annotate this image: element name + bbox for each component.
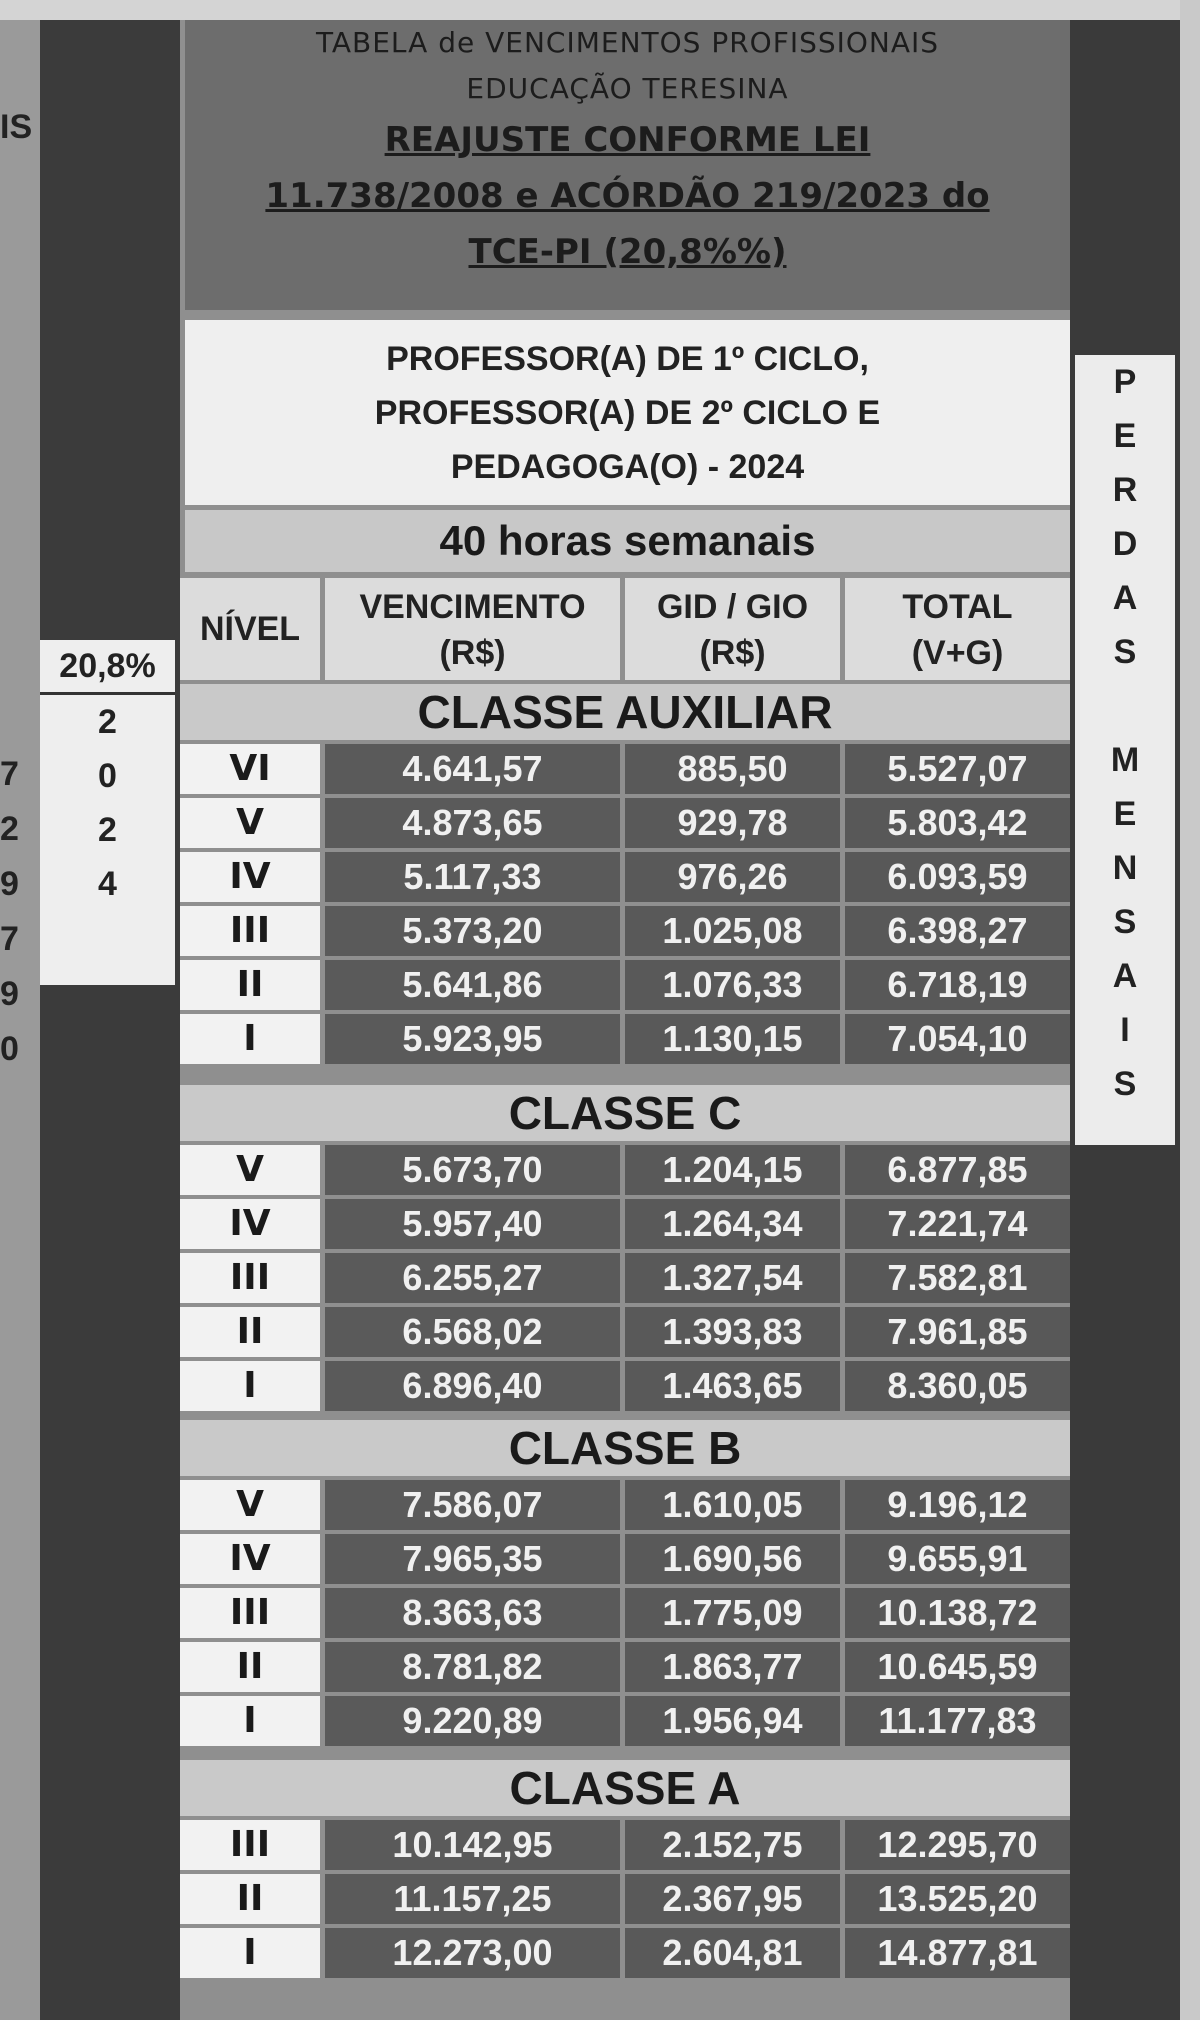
year-digit: 2	[98, 811, 117, 849]
column-header-total-line2: (V+G)	[911, 634, 1004, 672]
total-cell: 6.877,85	[845, 1145, 1070, 1195]
title-line-1: TABELA de VENCIMENTOS PROFISSIONAIS	[315, 26, 940, 59]
total-cell: 13.525,20	[845, 1874, 1070, 1924]
vencimento-cell: 6.568,02	[325, 1307, 620, 1357]
total-cell: 10.138,72	[845, 1588, 1070, 1638]
profession-line-2: PROFESSOR(A) DE 2º CICLO E	[374, 394, 881, 432]
nivel-cell: III	[180, 1588, 320, 1638]
gid-cell: 1.130,15	[625, 1014, 840, 1064]
left-cut-digit: 2	[0, 810, 19, 848]
nivel-cell: III	[180, 1820, 320, 1870]
left-cut-text: IS	[0, 108, 33, 146]
gid-cell: 2.604,81	[625, 1928, 840, 1978]
classe-title: CLASSE C	[180, 1085, 1070, 1141]
nivel-cell: II	[180, 960, 320, 1010]
total-cell: 8.360,05	[845, 1361, 1070, 1411]
vencimento-cell: 5.923,95	[325, 1014, 620, 1064]
vertical-letter: S	[1113, 633, 1137, 671]
nivel-cell: IV	[180, 1199, 320, 1249]
nivel-cell: I	[180, 1696, 320, 1746]
gid-cell: 929,78	[625, 798, 840, 848]
gid-cell: 1.076,33	[625, 960, 840, 1010]
gid-cell: 1.690,56	[625, 1534, 840, 1584]
vertical-letter: S	[1113, 1065, 1137, 1103]
total-cell: 9.196,12	[845, 1480, 1070, 1530]
gid-cell: 1.863,77	[625, 1642, 840, 1692]
left-neighbor-column	[0, 20, 40, 2020]
gid-cell: 1.264,34	[625, 1199, 840, 1249]
vertical-letter: R	[1112, 471, 1138, 509]
vencimento-cell: 6.255,27	[325, 1253, 620, 1303]
vencimento-cell: 5.373,20	[325, 906, 620, 956]
gid-cell: 1.956,94	[625, 1696, 840, 1746]
vencimento-cell: 7.586,07	[325, 1480, 620, 1530]
profession-line-3: PEDAGOGA(O) - 2024	[450, 448, 805, 486]
gid-cell: 1.327,54	[625, 1253, 840, 1303]
gid-cell: 1.775,09	[625, 1588, 840, 1638]
gid-cell: 1.025,08	[625, 906, 840, 956]
column-header-nivel	[180, 578, 320, 680]
column-header-gid	[625, 578, 840, 680]
vertical-letter: D	[1112, 525, 1138, 563]
left-cut-digit: 7	[0, 920, 19, 958]
total-cell: 14.877,81	[845, 1928, 1070, 1978]
professions-heading	[185, 320, 1070, 505]
title-line-4: 11.738/2008 e ACÓRDÃO 219/2023 do	[265, 176, 990, 216]
percentage-label: 20,8%	[40, 640, 175, 695]
vertical-letter: A	[1112, 579, 1138, 617]
nivel-cell: III	[180, 906, 320, 956]
vertical-letter: E	[1113, 795, 1137, 833]
column-header-gid-line2: (R$)	[699, 634, 766, 672]
vertical-letter: S	[1113, 903, 1137, 941]
vencimento-cell: 8.363,63	[325, 1588, 620, 1638]
gid-cell: 2.367,95	[625, 1874, 840, 1924]
total-cell: 6.398,27	[845, 906, 1070, 956]
total-cell: 5.803,42	[845, 798, 1070, 848]
left-cut-digit: 0	[0, 1030, 19, 1068]
profession-line-1: PROFESSOR(A) DE 1º CICLO,	[386, 340, 869, 378]
vertical-letter: N	[1112, 849, 1138, 887]
vencimento-cell: 5.957,40	[325, 1199, 620, 1249]
total-cell: 5.527,07	[845, 744, 1070, 794]
vencimento-cell: 8.781,82	[325, 1642, 620, 1692]
nivel-cell: V	[180, 798, 320, 848]
nivel-cell: IV	[180, 852, 320, 902]
year-digit: 4	[98, 865, 117, 903]
nivel-cell: VI	[180, 744, 320, 794]
classe-title: CLASSE B	[180, 1420, 1070, 1476]
perdas-mensais-label	[1075, 355, 1175, 1145]
hours-label: 40 horas semanais	[185, 510, 1070, 572]
title-line-5: TCE-PI (20,8%%)	[468, 232, 787, 272]
gid-cell: 1.463,65	[625, 1361, 840, 1411]
table-title	[185, 20, 1070, 310]
total-cell: 6.093,59	[845, 852, 1070, 902]
year-digit: 2	[98, 703, 117, 741]
nivel-cell: II	[180, 1874, 320, 1924]
nivel-cell: V	[180, 1480, 320, 1530]
column-header-gid-line1: GID / GIO	[656, 588, 809, 626]
gid-cell: 1.610,05	[625, 1480, 840, 1530]
classe-title: CLASSE AUXILIAR	[180, 684, 1070, 740]
year-box	[40, 640, 175, 985]
left-dark-column	[40, 20, 180, 2020]
nivel-cell: II	[180, 1307, 320, 1357]
vertical-letter: A	[1112, 957, 1138, 995]
column-header-total-line1: TOTAL	[902, 588, 1013, 626]
nivel-cell: II	[180, 1642, 320, 1692]
nivel-cell: IV	[180, 1534, 320, 1584]
gid-cell: 976,26	[625, 852, 840, 902]
gid-cell: 1.204,15	[625, 1145, 840, 1195]
vencimento-cell: 4.873,65	[325, 798, 620, 848]
vertical-letter: M	[1110, 741, 1140, 779]
total-cell: 7.961,85	[845, 1307, 1070, 1357]
total-cell: 10.645,59	[845, 1642, 1070, 1692]
left-cut-digit: 9	[0, 975, 19, 1013]
left-cut-digit: 9	[0, 865, 19, 903]
gid-cell: 2.152,75	[625, 1820, 840, 1870]
vencimento-cell: 5.641,86	[325, 960, 620, 1010]
vertical-letter: I	[1120, 1011, 1130, 1049]
vencimento-cell: 7.965,35	[325, 1534, 620, 1584]
total-cell: 7.221,74	[845, 1199, 1070, 1249]
vencimento-cell: 5.673,70	[325, 1145, 620, 1195]
year-digit: 0	[98, 757, 117, 795]
total-cell: 11.177,83	[845, 1696, 1070, 1746]
gid-cell: 1.393,83	[625, 1307, 840, 1357]
vencimento-cell: 6.896,40	[325, 1361, 620, 1411]
nivel-cell: V	[180, 1145, 320, 1195]
title-line-2: EDUCAÇÃO TERESINA	[466, 72, 789, 105]
vencimento-cell: 11.157,25	[325, 1874, 620, 1924]
right-neighbor-column	[1180, 0, 1200, 2020]
vencimento-cell: 9.220,89	[325, 1696, 620, 1746]
nivel-cell: III	[180, 1253, 320, 1303]
nivel-cell: I	[180, 1014, 320, 1064]
total-cell: 7.582,81	[845, 1253, 1070, 1303]
vencimento-cell: 4.641,57	[325, 744, 620, 794]
vencimento-cell: 5.117,33	[325, 852, 620, 902]
total-cell: 6.718,19	[845, 960, 1070, 1010]
column-header-vencimento	[325, 578, 620, 680]
top-edge	[0, 0, 1200, 20]
nivel-cell: I	[180, 1361, 320, 1411]
total-cell: 12.295,70	[845, 1820, 1070, 1870]
column-header-total	[845, 578, 1070, 680]
column-header-nivel-text: NÍVEL	[199, 610, 301, 648]
gid-cell: 885,50	[625, 744, 840, 794]
title-line-3: REAJUSTE CONFORME LEI	[384, 120, 871, 160]
vertical-spacer	[1075, 679, 1175, 733]
vertical-letter: E	[1113, 417, 1137, 455]
column-header-vencimento-line2: (R$)	[439, 634, 506, 672]
vencimento-cell: 10.142,95	[325, 1820, 620, 1870]
total-cell: 9.655,91	[845, 1534, 1070, 1584]
left-cut-digit: 7	[0, 755, 19, 793]
total-cell: 7.054,10	[845, 1014, 1070, 1064]
column-header-vencimento-line1: VENCIMENTO	[359, 588, 586, 626]
classe-title: CLASSE A	[180, 1760, 1070, 1816]
vertical-letter: P	[1113, 363, 1137, 401]
nivel-cell: I	[180, 1928, 320, 1978]
vencimento-cell: 12.273,00	[325, 1928, 620, 1978]
